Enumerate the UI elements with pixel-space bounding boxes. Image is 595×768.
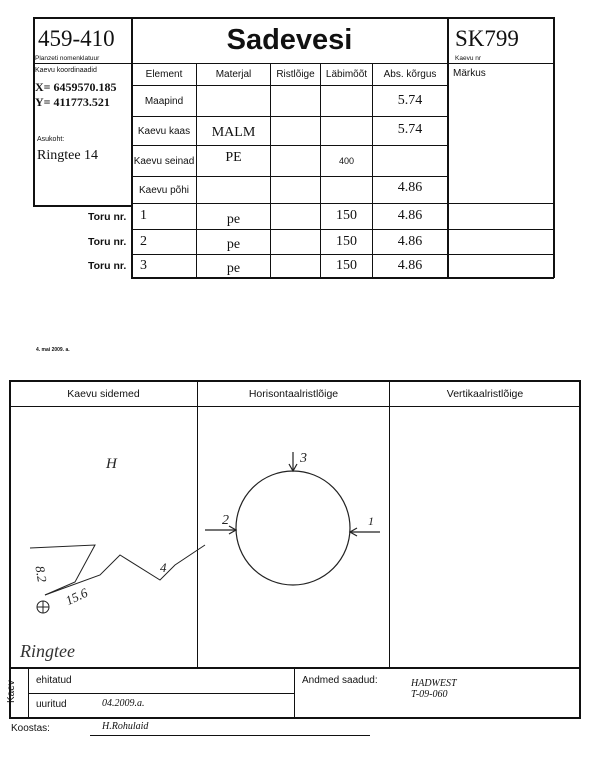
pipe-label: Toru nr. <box>88 211 127 223</box>
pipe-3-number: 3 <box>300 451 307 466</box>
section-horizontal: Horisontaalristlõige <box>248 388 339 400</box>
pipe-diameter: 150 <box>336 258 357 273</box>
col-header-diameter: Läbimõõt <box>325 69 368 80</box>
col-header-element: Element <box>145 69 183 80</box>
pipe-number: 3 <box>140 258 147 273</box>
pipe-number: 2 <box>140 234 147 249</box>
row-height: 4.86 <box>397 180 423 195</box>
coord-y: Y= 411773.521 <box>35 95 110 109</box>
pipe-label: Toru nr. <box>88 236 127 248</box>
well-number: SK799 <box>455 26 519 51</box>
sketch-dist-c: 4 <box>160 560 167 575</box>
sketch-dist-b: 15.6 <box>62 584 90 609</box>
pipe-2-number: 2 <box>222 513 229 528</box>
page-title: Sadevesi <box>226 23 353 56</box>
connections-sketch <box>30 545 205 613</box>
row-diameter: 400 <box>338 156 355 166</box>
planzet-caption: Planzeti nomenklatuur <box>35 55 100 62</box>
pipe-label: Toru nr. <box>88 260 127 272</box>
pipe-diameter: 150 <box>336 208 357 223</box>
pipe-height: 4.86 <box>397 208 423 223</box>
pipe-height: 4.86 <box>397 258 423 273</box>
sketch-line <box>45 545 205 595</box>
section-vertical: Vertikaalristlõige <box>446 388 524 400</box>
compiled-label: Koostas: <box>11 723 50 734</box>
compiled-value: H.Rohulaid <box>102 721 149 732</box>
surveyed-label: uuritud <box>36 699 67 710</box>
pipe-number: 1 <box>140 208 147 223</box>
section-connections: Kaevu sidemed <box>67 388 140 400</box>
surveyed-value: 04.2009.a. <box>102 698 145 709</box>
well-caption: Kaevu nr <box>455 55 482 62</box>
row-material: PE <box>225 150 242 165</box>
pipe-material: pe <box>226 212 241 227</box>
row-element: Kaevu seinad <box>133 155 195 167</box>
coords-caption: Kaevu koordinaadid <box>35 67 97 74</box>
row-height: 5.74 <box>397 122 423 137</box>
pipe-material: pe <box>226 237 241 252</box>
row-element: Kaevu põhi <box>138 184 190 196</box>
data-from-line1: HADWEST <box>411 678 457 689</box>
well-circle <box>236 471 350 585</box>
horizontal-sketch <box>205 452 380 585</box>
row-element: Kaevu kaas <box>137 125 191 137</box>
sketch-street: Ringtee <box>20 641 75 661</box>
data-from-line2: T-09-060 <box>411 689 448 700</box>
side-label: Kaev <box>6 680 17 703</box>
row-material: MALM <box>211 125 256 140</box>
location-value: Ringtee 14 <box>37 148 99 163</box>
pipe-1-number: 1 <box>368 514 374 528</box>
built-label: ehitatud <box>36 675 72 686</box>
date-note: 4. mai 2009. a. <box>36 347 70 353</box>
remarks-header: Märkus <box>453 68 486 79</box>
sketch-dist-a: 8.2 <box>32 564 51 584</box>
planzet-number: 459-410 <box>38 26 115 51</box>
row-height: 5.74 <box>397 93 423 108</box>
col-header-height: Abs. kõrgus <box>383 69 437 80</box>
coord-x: X= 6459570.185 <box>35 80 117 94</box>
location-caption: Asukoht: <box>37 136 65 143</box>
col-header-material: Materjal <box>215 69 252 80</box>
pipe-height: 4.86 <box>397 234 423 249</box>
row-element: Maapind <box>144 95 184 107</box>
data-from-label: Andmed saadud: <box>302 675 378 686</box>
pipe-diameter: 150 <box>336 234 357 249</box>
sketch-h-label: H <box>106 456 117 472</box>
pipe-material: pe <box>226 261 241 276</box>
col-header-cross: Ristlõige <box>276 69 315 80</box>
